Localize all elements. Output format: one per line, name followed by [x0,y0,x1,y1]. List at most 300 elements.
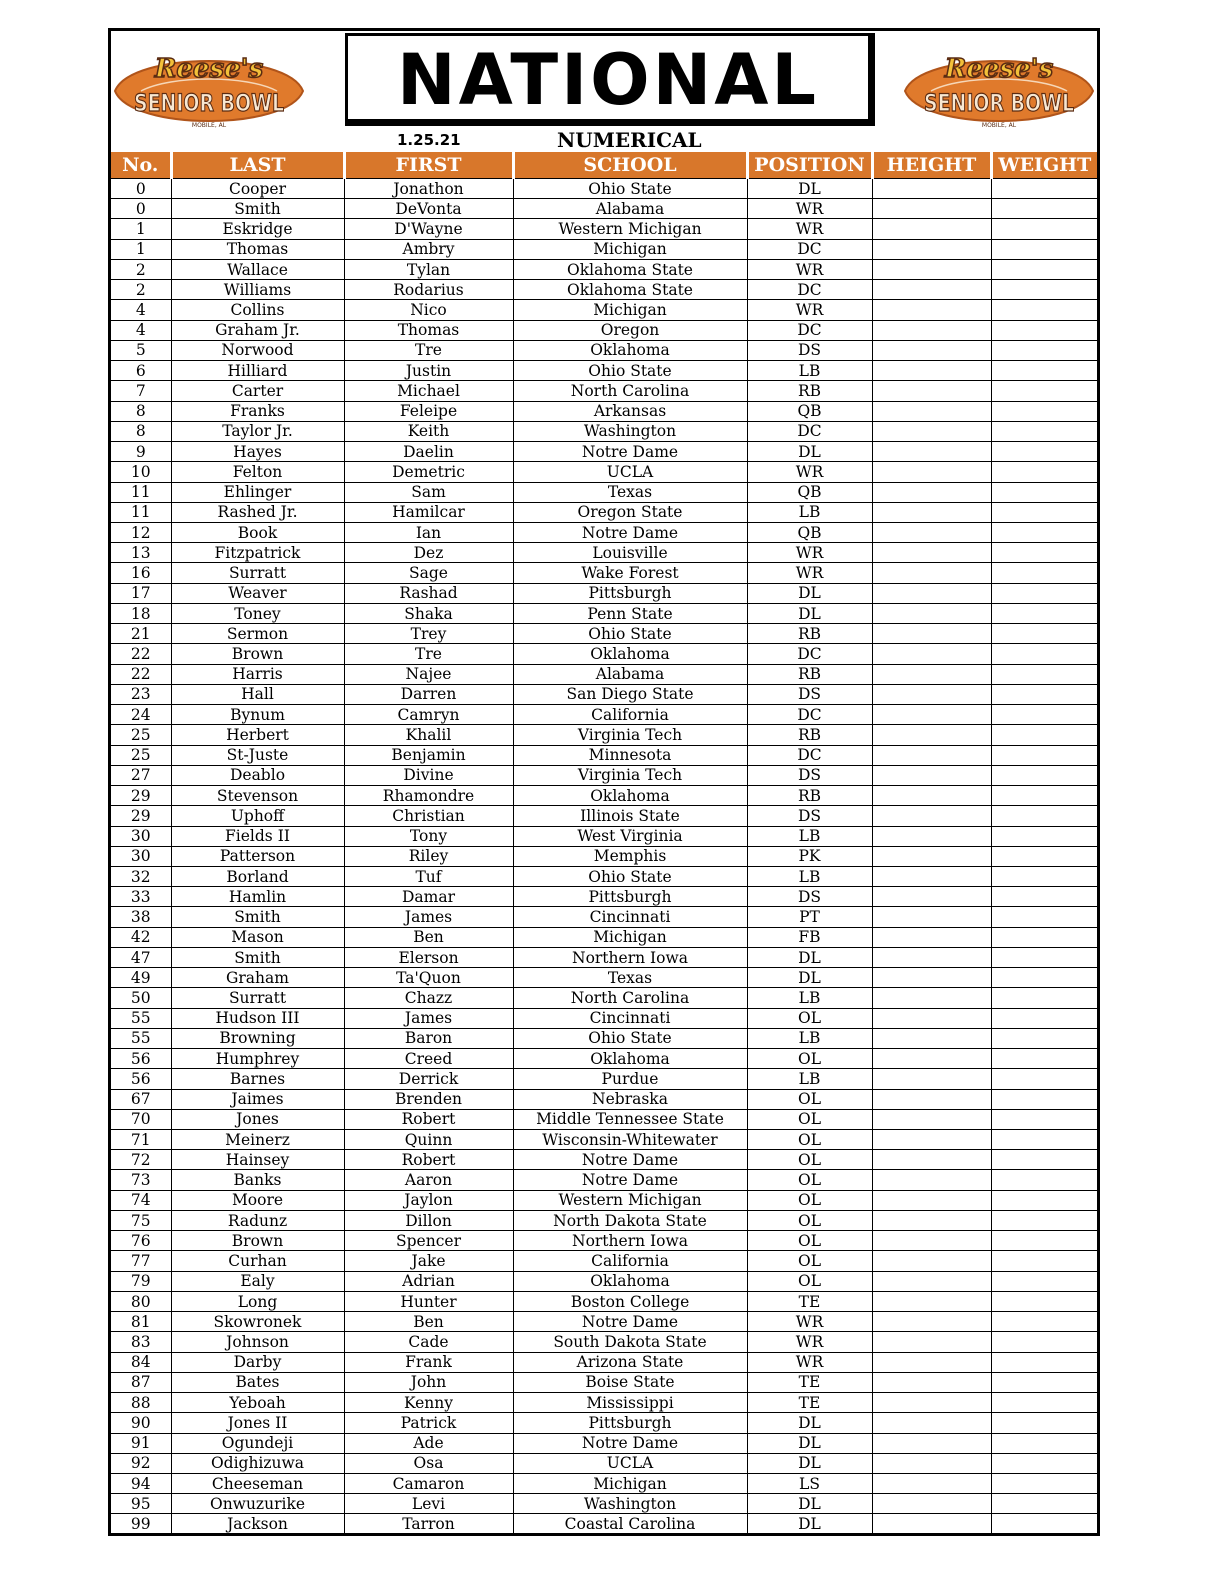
table-row [111,1109,1097,1129]
table-row [111,361,1097,381]
cell-weight [991,1494,1097,1514]
column-header-first: FIRST [344,152,513,179]
cell-position: DL [747,968,872,988]
cell-no: 81 [111,1312,171,1332]
cell-last: Book [171,522,344,542]
cell-school: Texas [513,482,747,502]
cell-position: WR [747,259,872,279]
table-row [111,1372,1097,1392]
cell-no: 23 [111,684,171,704]
cell-no: 80 [111,1291,171,1311]
cell-school: Cincinnati [513,1008,747,1028]
cell-weight [991,725,1097,745]
table-row [111,199,1097,219]
cell-position: LB [747,361,872,381]
cell-first: Robert [344,1109,513,1129]
cell-school: Nebraska [513,1089,747,1109]
cell-school: Pittsburgh [513,887,747,907]
cell-school: Notre Dame [513,1170,747,1190]
cell-last: Bates [171,1372,344,1392]
cell-first: Osa [344,1453,513,1473]
cell-first: Sam [344,482,513,502]
cell-first: Rodarius [344,280,513,300]
cell-last: Jones II [171,1413,344,1433]
cell-weight [991,1069,1097,1089]
cell-first: Jonathon [344,179,513,199]
cell-position: WR [747,462,872,482]
table-row [111,1231,1097,1251]
cell-school: Michigan [513,239,747,259]
cell-weight [991,705,1097,725]
cell-height [872,421,991,441]
cell-school: Arkansas [513,401,747,421]
cell-first: Aaron [344,1170,513,1190]
cell-first: Ta'Quon [344,968,513,988]
cell-height [872,1109,991,1129]
cell-height [872,887,991,907]
cell-weight [991,988,1097,1008]
table-row [111,1190,1097,1210]
cell-height [872,1231,991,1251]
cell-height [872,1413,991,1433]
cell-school: Ohio State [513,1028,747,1048]
cell-school: Cincinnati [513,907,747,927]
logo-name-text: SENIOR BOWL [134,89,284,117]
cell-weight [991,1130,1097,1150]
cell-height [872,1352,991,1372]
cell-first: Adrian [344,1271,513,1291]
table-row [111,563,1097,583]
cell-weight [991,482,1097,502]
cell-position: LB [747,1069,872,1089]
cell-weight [991,1150,1097,1170]
cell-school: Notre Dame [513,522,747,542]
cell-school: Ohio State [513,361,747,381]
table-row [111,947,1097,967]
senior-bowl-logo-left [111,35,307,139]
table-row [111,1393,1097,1413]
cell-weight [991,765,1097,785]
cell-first: Thomas [344,320,513,340]
cell-weight [991,1190,1097,1210]
cell-height [872,826,991,846]
cell-school: Coastal Carolina [513,1514,747,1534]
cell-height [872,381,991,401]
column-header-height: HEIGHT [872,152,991,179]
cell-no: 9 [111,442,171,462]
table-row [111,300,1097,320]
cell-position: DL [747,179,872,199]
table-row [111,442,1097,462]
table-row [111,1352,1097,1372]
cell-school: Pittsburgh [513,583,747,603]
cell-last: Hayes [171,442,344,462]
cell-weight [991,199,1097,219]
cell-position: RB [747,786,872,806]
cell-weight [991,1393,1097,1413]
cell-weight [991,219,1097,239]
cell-position: WR [747,219,872,239]
cell-position: DS [747,887,872,907]
cell-first: Ben [344,1312,513,1332]
cell-weight [991,1514,1097,1534]
cell-no: 2 [111,259,171,279]
cell-position: WR [747,199,872,219]
cell-height [872,1514,991,1534]
cell-no: 94 [111,1474,171,1494]
cell-position: DS [747,684,872,704]
cell-no: 49 [111,968,171,988]
cell-last: Hall [171,684,344,704]
cell-height [872,603,991,623]
cell-no: 16 [111,563,171,583]
cell-position: TE [747,1393,872,1413]
cell-no: 95 [111,1494,171,1514]
cell-last: Johnson [171,1332,344,1352]
cell-last: Ogundeji [171,1433,344,1453]
cell-position: TE [747,1372,872,1392]
cell-last: Hudson III [171,1008,344,1028]
cell-position: DS [747,340,872,360]
cell-no: 29 [111,786,171,806]
cell-school: Wake Forest [513,563,747,583]
cell-school: Notre Dame [513,1433,747,1453]
cell-weight [991,826,1097,846]
cell-no: 90 [111,1413,171,1433]
table-row [111,1494,1097,1514]
cell-first: Ambry [344,239,513,259]
cell-height [872,401,991,421]
date-label: 1.25.21 [397,131,461,149]
cell-school: Illinois State [513,806,747,826]
cell-last: Borland [171,866,344,886]
table-row [111,846,1097,866]
cell-first: Camryn [344,705,513,725]
cell-position: DL [747,1514,872,1534]
cell-last: Surratt [171,563,344,583]
cell-position: OL [747,1251,872,1271]
cell-height [872,1291,991,1311]
table-row [111,1089,1097,1109]
cell-first: Hunter [344,1291,513,1311]
cell-weight [991,1312,1097,1332]
title-box [345,33,875,126]
cell-school: Arizona State [513,1352,747,1372]
cell-first: Tre [344,340,513,360]
logo-brand-text: Reese's [944,54,1054,84]
cell-school: Middle Tennessee State [513,1109,747,1129]
table-row [111,1170,1097,1190]
cell-first: Christian [344,806,513,826]
cell-no: 84 [111,1352,171,1372]
cell-first: Spencer [344,1231,513,1251]
cell-school: Oklahoma [513,644,747,664]
cell-height [872,1130,991,1150]
cell-last: Yeboah [171,1393,344,1413]
cell-height [872,482,991,502]
cell-no: 88 [111,1393,171,1413]
cell-no: 4 [111,320,171,340]
cell-no: 67 [111,1089,171,1109]
cell-first: James [344,1008,513,1028]
cell-last: Thomas [171,239,344,259]
cell-height [872,1312,991,1332]
cell-no: 91 [111,1433,171,1453]
cell-first: Robert [344,1150,513,1170]
header [111,31,1097,153]
table-row [111,603,1097,623]
cell-first: Frank [344,1352,513,1372]
cell-position: LB [747,988,872,1008]
cell-position: OL [747,1190,872,1210]
cell-weight [991,179,1097,199]
cell-position: DS [747,765,872,785]
cell-school: Michigan [513,300,747,320]
cell-weight [991,907,1097,927]
cell-weight [991,1210,1097,1230]
table-row [111,259,1097,279]
cell-school: Notre Dame [513,442,747,462]
column-header-position: POSITION [747,152,872,179]
cell-position: LB [747,502,872,522]
cell-last: Jones [171,1109,344,1129]
cell-school: Ohio State [513,866,747,886]
cell-no: 0 [111,199,171,219]
cell-height [872,563,991,583]
table-row [111,705,1097,725]
cell-last: Cheeseman [171,1474,344,1494]
cell-last: Mason [171,927,344,947]
cell-school: Boston College [513,1291,747,1311]
cell-position: RB [747,664,872,684]
cell-first: Trey [344,624,513,644]
cell-last: Felton [171,462,344,482]
cell-school: Penn State [513,603,747,623]
cell-no: 13 [111,543,171,563]
cell-no: 0 [111,179,171,199]
cell-weight [991,968,1097,988]
table-row [111,725,1097,745]
cell-weight [991,280,1097,300]
cell-first: D'Wayne [344,219,513,239]
cell-weight [991,684,1097,704]
cell-school: Oklahoma [513,340,747,360]
cell-position: DL [747,442,872,462]
cell-no: 55 [111,1028,171,1048]
cell-school: North Carolina [513,381,747,401]
cell-height [872,1372,991,1392]
cell-first: Ian [344,522,513,542]
cell-no: 8 [111,421,171,441]
cell-position: LB [747,1028,872,1048]
roster-sheet [108,28,1100,1536]
cell-position: OL [747,1130,872,1150]
cell-no: 21 [111,624,171,644]
cell-height [872,1433,991,1453]
cell-last: Meinerz [171,1130,344,1150]
cell-no: 73 [111,1170,171,1190]
cell-last: Graham Jr. [171,320,344,340]
cell-school: Oregon [513,320,747,340]
cell-no: 6 [111,361,171,381]
cell-no: 72 [111,1150,171,1170]
cell-no: 32 [111,866,171,886]
cell-last: Brown [171,1231,344,1251]
table-row [111,179,1097,199]
cell-height [872,1210,991,1230]
cell-no: 18 [111,603,171,623]
cell-last: Williams [171,280,344,300]
table-row [111,1271,1097,1291]
cell-first: Chazz [344,988,513,1008]
cell-position: DC [747,239,872,259]
cell-position: RB [747,624,872,644]
cell-height [872,806,991,826]
cell-last: Smith [171,199,344,219]
table-row [111,522,1097,542]
cell-weight [991,947,1097,967]
table-row [111,502,1097,522]
table-row [111,1008,1097,1028]
cell-weight [991,1109,1097,1129]
cell-weight [991,442,1097,462]
cell-no: 79 [111,1271,171,1291]
cell-first: Brenden [344,1089,513,1109]
cell-height [872,522,991,542]
table-row [111,1028,1097,1048]
cell-position: TE [747,1291,872,1311]
cell-weight [991,1008,1097,1028]
cell-position: DL [747,603,872,623]
cell-height [872,1008,991,1028]
cell-first: Cade [344,1332,513,1352]
cell-school: Oklahoma [513,1271,747,1291]
cell-position: DC [747,705,872,725]
cell-weight [991,320,1097,340]
cell-last: Graham [171,968,344,988]
cell-first: Jake [344,1251,513,1271]
cell-first: Justin [344,361,513,381]
cell-height [872,947,991,967]
table-row [111,826,1097,846]
cell-last: Odighizuwa [171,1453,344,1473]
cell-height [872,300,991,320]
cell-last: Uphoff [171,806,344,826]
logo-brand-text: Reese's [154,54,264,84]
table-row [111,583,1097,603]
cell-school: Oklahoma [513,786,747,806]
cell-first: Tarron [344,1514,513,1534]
cell-no: 56 [111,1049,171,1069]
cell-position: LB [747,866,872,886]
cell-first: DeVonta [344,199,513,219]
cell-school: North Carolina [513,988,747,1008]
cell-first: Rhamondre [344,786,513,806]
table-row [111,806,1097,826]
cell-weight [991,603,1097,623]
cell-last: Hilliard [171,361,344,381]
table-row [111,381,1097,401]
cell-height [872,988,991,1008]
cell-weight [991,1251,1097,1271]
cell-position: QB [747,522,872,542]
cell-last: Ehlinger [171,482,344,502]
cell-position: LB [747,826,872,846]
cell-no: 1 [111,239,171,259]
table-row [111,968,1097,988]
cell-height [872,340,991,360]
cell-height [872,846,991,866]
cell-last: Moore [171,1190,344,1210]
cell-weight [991,522,1097,542]
cell-position: PT [747,907,872,927]
cell-last: Barnes [171,1069,344,1089]
cell-height [872,502,991,522]
cell-school: Washington [513,1494,747,1514]
cell-weight [991,1352,1097,1372]
cell-weight [991,462,1097,482]
cell-weight [991,745,1097,765]
cell-height [872,1170,991,1190]
cell-position: DC [747,320,872,340]
table-row [111,1514,1097,1534]
cell-weight [991,887,1097,907]
cell-no: 99 [111,1514,171,1534]
table-row [111,482,1097,502]
cell-first: Jaylon [344,1190,513,1210]
cell-school: Virginia Tech [513,765,747,785]
cell-last: Ealy [171,1271,344,1291]
table-row [111,1291,1097,1311]
cell-school: California [513,1251,747,1271]
cell-no: 2 [111,280,171,300]
cell-first: Elerson [344,947,513,967]
cell-last: Humphrey [171,1049,344,1069]
cell-position: RB [747,725,872,745]
cell-height [872,179,991,199]
cell-school: California [513,705,747,725]
cell-weight [991,1231,1097,1251]
cell-no: 11 [111,482,171,502]
cell-last: Hamlin [171,887,344,907]
cell-last: Curhan [171,1251,344,1271]
cell-last: Onwuzurike [171,1494,344,1514]
cell-position: DC [747,280,872,300]
cell-first: Feleipe [344,401,513,421]
cell-last: Browning [171,1028,344,1048]
cell-school: West Virginia [513,826,747,846]
cell-height [872,1393,991,1413]
cell-weight [991,1474,1097,1494]
table-row [111,786,1097,806]
cell-first: Michael [344,381,513,401]
cell-school: San Diego State [513,684,747,704]
cell-first: Kenny [344,1393,513,1413]
table-row [111,1069,1097,1089]
cell-first: Tuf [344,866,513,886]
cell-no: 12 [111,522,171,542]
table-row [111,401,1097,421]
cell-last: Jaimes [171,1089,344,1109]
cell-height [872,1049,991,1069]
cell-weight [991,340,1097,360]
cell-school: Notre Dame [513,1312,747,1332]
cell-weight [991,1049,1097,1069]
cell-height [872,583,991,603]
cell-school: Mississippi [513,1393,747,1413]
cell-weight [991,846,1097,866]
cell-school: Oregon State [513,502,747,522]
